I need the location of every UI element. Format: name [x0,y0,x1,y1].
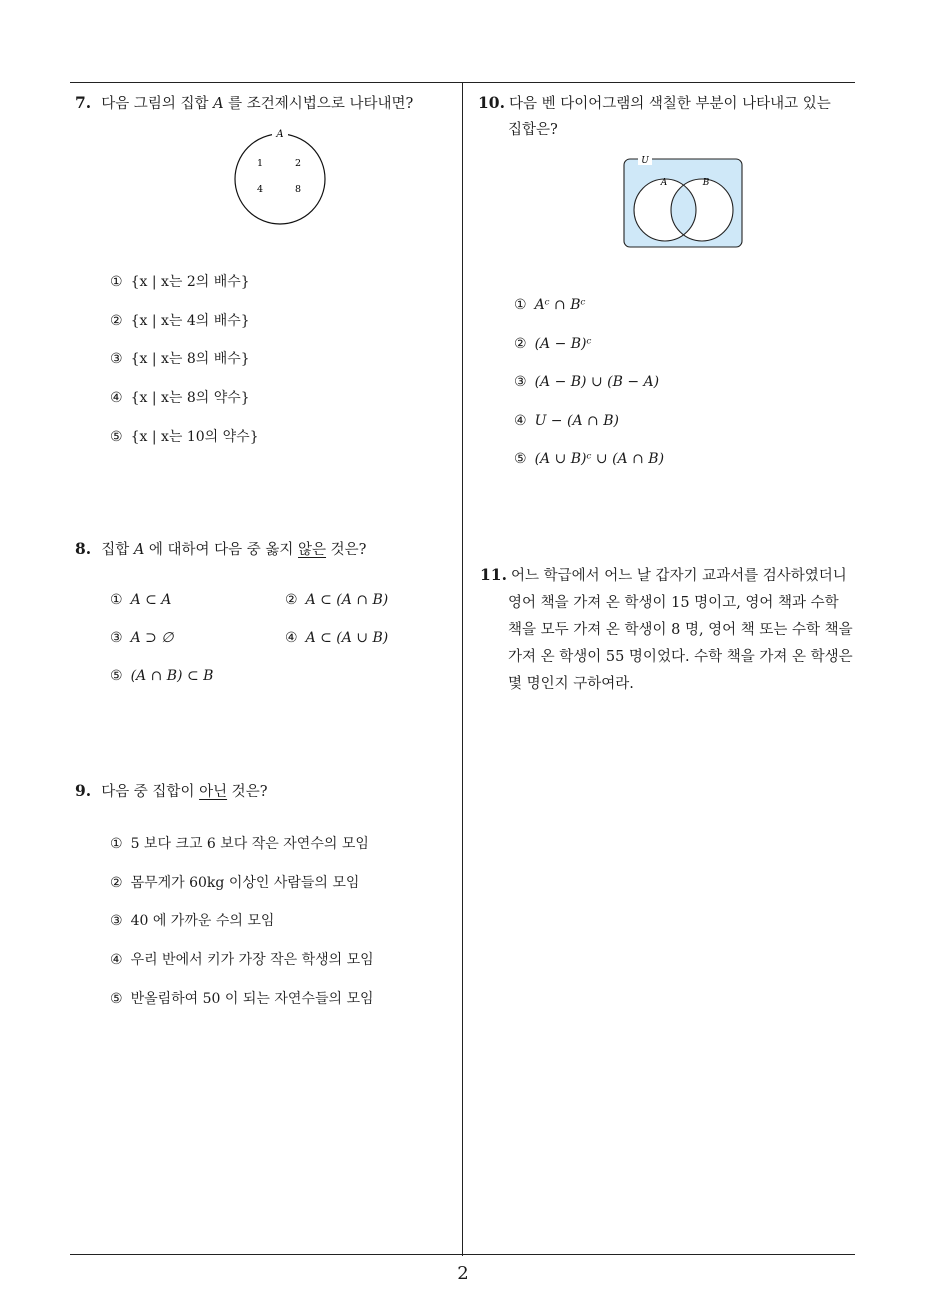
set-b-label: B [702,178,710,188]
element-label: 4 [256,184,264,195]
q7-option-5[interactable]: ⑤ {x | x는 10의 약수} [110,429,259,445]
set-a-circle [235,134,325,224]
question-number: 11. [480,565,507,584]
question-text: 집합 A 에 대하여 다음 중 옳지 않은 것은? [101,542,367,558]
q9-option-3[interactable]: ③ 40 에 가까운 수의 모임 [110,913,275,929]
question-text: 다음 그림의 집합 A 를 조건제시법으로 나타내면? [101,96,414,112]
element-label: 2 [294,158,302,169]
question-8 [75,536,366,563]
question-line: 몇 명인지 구하여라. [508,676,634,692]
question-line: 영어 책을 가져 온 학생이 15 명이고, 영어 책과 수학 [508,595,839,611]
q8-option-5[interactable]: ⑤ (A ∩ B) ⊂ B [110,668,214,684]
q7-option-3[interactable]: ③ {x | x는 8의 배수} [110,351,250,367]
question-number: 8. [75,539,92,558]
universe-label: U [641,156,649,166]
set-a-label: A [276,129,284,140]
question-line: 가져 온 학생이 55 명이었다. 수학 책을 가져 온 학생은 [508,649,853,665]
question-number: 10. [478,93,505,112]
footer-rule [70,1254,855,1255]
question-7 [75,90,413,117]
q10-option-5[interactable]: ⑤ (A ∪ B)ᶜ ∪ (A ∩ B) [514,451,665,467]
question-text: 다음 중 집합이 아닌 것은? [101,784,268,800]
question-text: 다음 벤 다이어그램의 색칠한 부분이 나타내고 있는 [508,96,831,112]
q10-option-4[interactable]: ④ U − (A ∩ B) [514,413,619,429]
q9-option-5[interactable]: ⑤ 반올림하여 50 이 되는 자연수들의 모임 [110,991,374,1007]
question-10 [478,90,868,143]
question-11 [480,561,860,698]
element-label: 1 [256,158,264,169]
q10-option-3[interactable]: ③ (A − B) ∪ (B − A) [514,374,660,390]
set-a-diagram [225,125,335,230]
question-line: 책을 모두 가져 온 학생이 8 명, 영어 책 또는 수학 책을 [508,622,853,638]
q10-option-2[interactable]: ② (A − B)ᶜ [514,336,592,352]
column-divider [462,82,463,1256]
question-text-continued: 집합은? [508,122,558,138]
venn-diagram [622,155,746,253]
question-number: 9. [75,781,92,800]
element-label: 8 [294,184,302,195]
q9-option-4[interactable]: ④ 우리 반에서 키가 가장 작은 학생의 모임 [110,952,374,968]
q9-option-1[interactable]: ① 5 보다 크고 6 보다 작은 자연수의 모임 [110,836,369,852]
question-number: 7. [75,93,92,112]
q8-option-1[interactable]: ① A ⊂ A [110,592,172,608]
q7-option-4[interactable]: ④ {x | x는 8의 약수} [110,390,250,406]
q10-option-1[interactable]: ① Aᶜ ∩ Bᶜ [514,297,586,313]
q7-option-1[interactable]: ① {x | x는 2의 배수} [110,274,250,290]
set-a-label: A [660,178,668,188]
q9-option-2[interactable]: ② 몸무게가 60kg 이상인 사람들의 모임 [110,875,360,891]
question-line: 11. 어느 학급에서 어느 날 갑자기 교과서를 검사하였더니 [480,565,847,584]
page-number: 2 [457,1263,469,1284]
q8-option-3[interactable]: ③ A ⊃ ∅ [110,630,174,646]
question-9 [75,778,267,805]
q8-option-4[interactable]: ④ A ⊂ (A ∪ B) [285,630,389,646]
q8-option-2[interactable]: ② A ⊂ (A ∩ B) [285,592,389,608]
q7-option-2[interactable]: ② {x | x는 4의 배수} [110,313,250,329]
